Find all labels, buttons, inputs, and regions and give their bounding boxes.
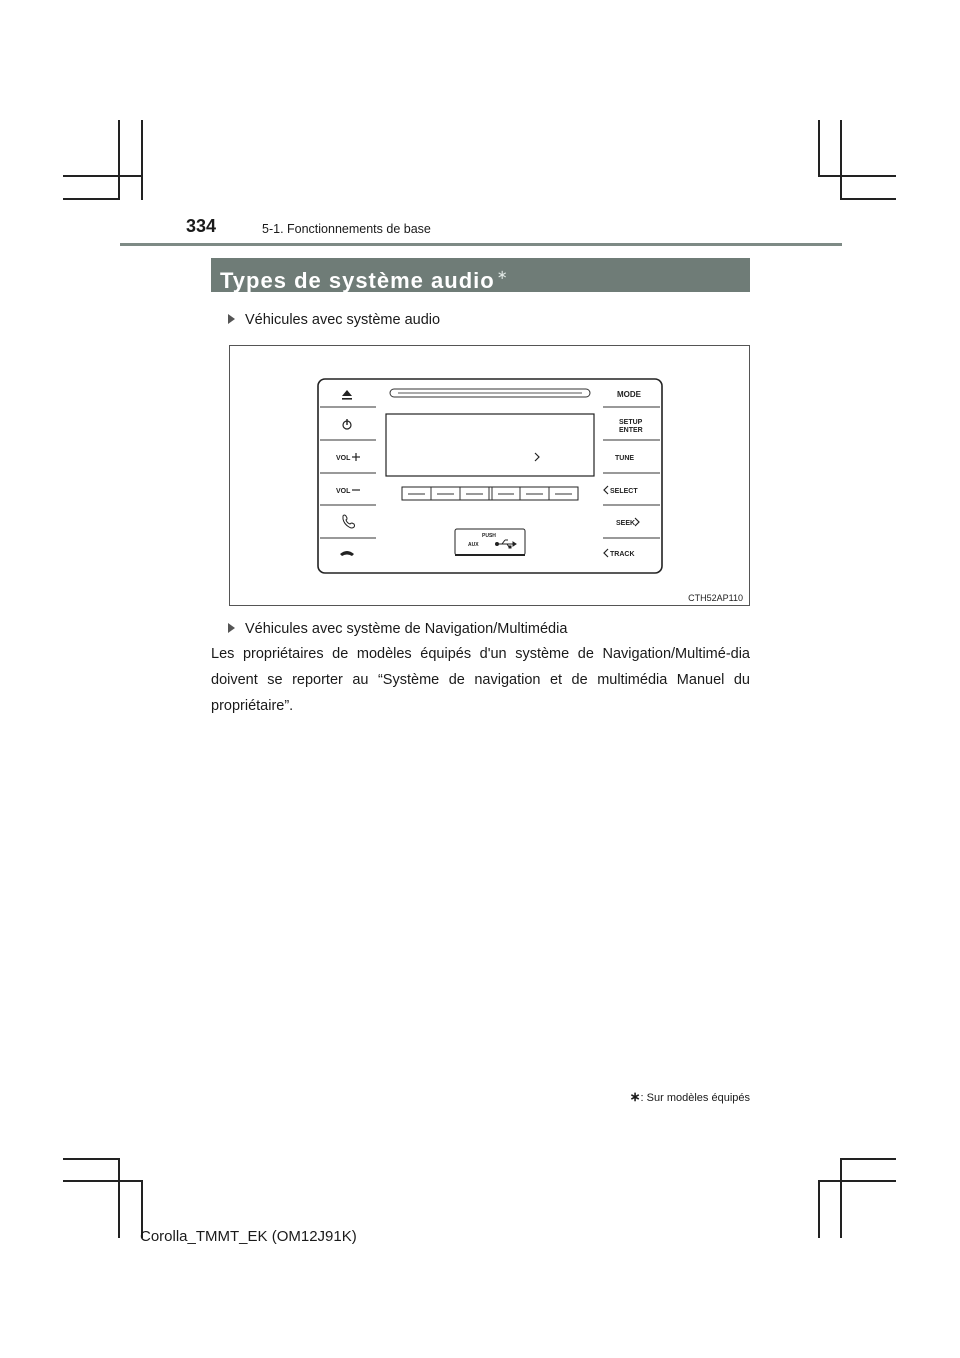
crop-mark [63,175,143,177]
crop-mark [118,120,120,200]
vol-down-label: VOL [336,488,351,495]
audio-unit-illustration [230,346,749,605]
bullet-item [228,312,440,328]
header-rule [120,243,842,246]
triangle-bullet-icon [228,314,235,324]
bullet-text: Véhicules avec système audio [245,312,441,328]
section-title-bar [211,258,750,292]
page-title: Types de système audio [220,268,495,293]
section-heading: 5-1. Fonctionnements de base [262,222,431,236]
crop-mark [63,198,120,200]
vol-up-label: VOL [336,455,351,462]
crop-mark [63,1158,120,1160]
push-label: PUSH [482,533,496,539]
bullet-item [228,621,567,637]
title-asterisk: ∗ [496,267,509,282]
figure-code: CTH52AP110 [688,593,743,603]
aux-label: AUX [468,542,479,548]
enter-label: ENTER [619,427,643,434]
crop-mark [840,1158,842,1238]
crop-mark [63,1180,143,1182]
select-label: SELECT [610,488,638,495]
crop-mark [141,120,143,200]
footer-doc-id: Corolla_TMMT_EK (OM12J91K) [140,1228,357,1245]
crop-mark [118,1158,120,1238]
triangle-bullet-icon [228,623,235,633]
footnote-text: : Sur modèles équipés [640,1092,750,1104]
audio-system-figure [229,345,750,606]
mode-label: MODE [617,390,641,399]
page-number: 334 [186,216,217,236]
crop-mark [818,1180,820,1238]
crop-mark [818,120,820,176]
body-paragraph: Les propriétaires de modèles équipés d'un système de Navigation/Multimé-dia doivent se reporter au “Système de navigation et de multimédia Manuel du propriétaire”. [211,646,750,714]
footnote [630,1089,750,1105]
crop-mark [818,1180,896,1182]
track-label: TRACK [610,551,635,558]
tune-label: TUNE [615,455,635,462]
crop-mark [840,1158,896,1160]
seek-label: SEEK [616,520,636,527]
bullet-text: Véhicules avec système de Navigation/Multimédia [245,621,568,637]
crop-mark [840,120,842,200]
crop-mark [818,175,896,177]
crop-mark [840,198,896,200]
setup-label: SETUP [619,419,643,426]
footnote-asterisk: ∗ [629,1089,641,1104]
